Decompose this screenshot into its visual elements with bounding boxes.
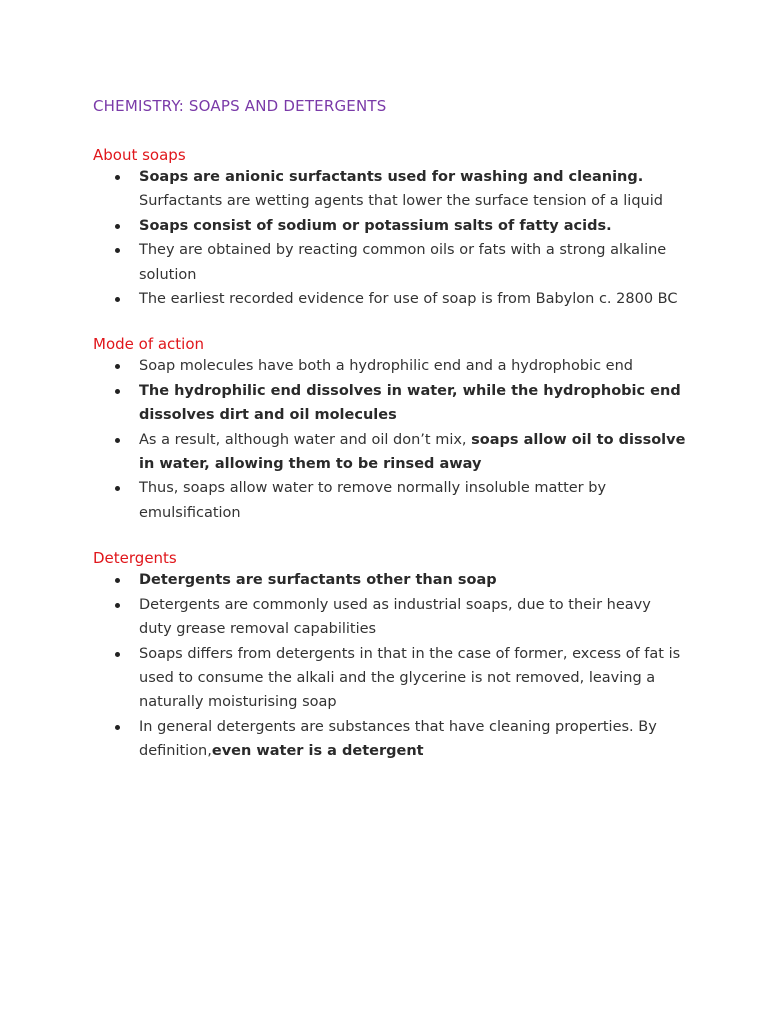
bullet-icon: [115, 175, 120, 180]
bold-text: Soaps are anionic surfactants used for washing and cleaning.: [139, 169, 644, 185]
item-text: They are obtained by reacting common oils or fats with a strong alkaline solution: [139, 242, 667, 283]
about-soaps-list: [93, 165, 688, 311]
list-item: [139, 379, 688, 428]
bullet-icon: [115, 603, 120, 608]
bold-text: Soaps consist of sodium or potassium salts of fatty acids.: [139, 217, 612, 234]
list-item: [139, 238, 688, 287]
bullet-icon: [115, 486, 120, 491]
bullet-icon: [115, 725, 120, 730]
item-text: The earliest recorded evidence for use of soap is from Babylon c. 2800 BC: [139, 291, 678, 308]
list-item: [139, 354, 688, 378]
bullet-icon: [115, 297, 120, 302]
document-title: CHEMISTRY: SOAPS AND DETERGENTS: [93, 97, 387, 115]
list-item: [139, 428, 688, 477]
list-item: [139, 287, 688, 311]
bullet-icon: [115, 652, 120, 657]
item-text: Detergents are commonly used as industrial soaps, due to their heavy duty grease removal capabilities: [139, 596, 651, 638]
list-item: [139, 568, 688, 592]
list-item: [139, 165, 688, 214]
bullet-icon: [115, 248, 120, 253]
detergents-list: [93, 568, 688, 763]
bold-text: soaps allow oil to dissolve in water, allowing them to be rinsed away: [139, 431, 686, 473]
bold-text: even water is a detergent: [211, 743, 424, 760]
list-item: [139, 715, 688, 764]
bullet-icon: [115, 224, 120, 229]
bullet-icon: [115, 578, 120, 583]
bullet-icon: [115, 438, 120, 443]
section-heading-mode-of-action: Mode of action: [93, 335, 205, 354]
list-item: [139, 476, 688, 525]
list-item: [139, 593, 688, 642]
bullet-icon: [115, 389, 120, 394]
section-heading-about-soaps: About soaps: [93, 146, 186, 164]
list-item: [139, 642, 688, 715]
section-heading-detergents: Detergents: [93, 549, 177, 568]
bold-text: Detergents are surfactants other than soap: [139, 572, 497, 589]
mode-of-action-list: [93, 354, 688, 525]
item-text: Soap molecules have both a hydrophilic end and a hydrophobic end: [139, 358, 633, 375]
item-text: Thus, soaps allow water to remove normally insoluble matter by emulsification: [139, 480, 607, 521]
bullet-icon: [115, 364, 120, 369]
item-text: Surfactants are wetting agents that lower the surface tension of a liquid: [139, 193, 663, 210]
item-text: Soaps differs from detergents in that in the case of former, excess of fat is used to consume the alkali and the glycerine is not removed, leaving a naturally moisturising soap: [139, 645, 681, 711]
item-text: In general detergents are substances that have cleaning properties. By definition,: [139, 718, 657, 760]
list-item: [139, 214, 688, 238]
bold-text: The hydrophilic end dissolves in water, while the hydrophobic end dissolves dirt and oil molecules: [139, 382, 681, 424]
item-text: As a result, although water and oil don’t mix,: [139, 431, 472, 448]
